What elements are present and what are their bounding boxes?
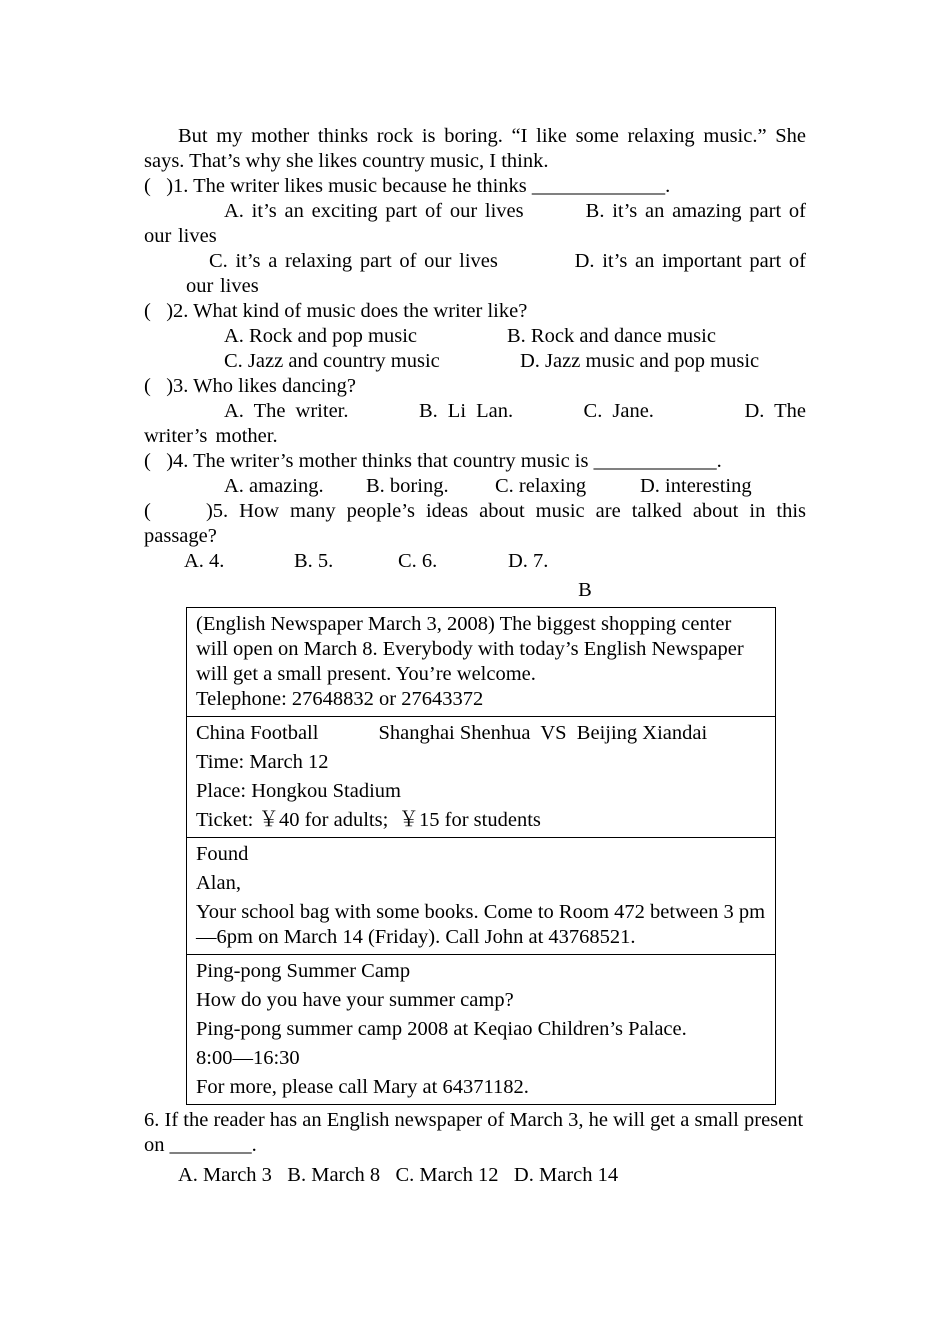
notice-football-cell bbox=[187, 717, 776, 838]
question-2-options-cd bbox=[144, 349, 806, 374]
question-1-options-cd bbox=[144, 249, 806, 299]
question-6-options: A. March 3 B. March 8 C. March 12 D. March 14 bbox=[178, 1164, 619, 1186]
notice-newspaper-cell bbox=[187, 608, 776, 717]
found-body: Your school bag with some books. Come to Room 472 between 3 pm—6pm on March 14 (Friday). Call John at 43768521. bbox=[196, 901, 766, 948]
question-5-stem: ( )5. How many people’s ideas about music are talked about in this passage? bbox=[144, 500, 806, 547]
worksheet-page bbox=[144, 124, 806, 1188]
question-1-stem: ( )1. The writer likes music because he thinks _____________. bbox=[144, 175, 671, 197]
question-4-option-a: A. amazing. bbox=[224, 475, 324, 497]
notice-camp-cell bbox=[187, 955, 776, 1105]
football-time: Time: March 12 bbox=[196, 751, 329, 773]
football-title: China Football bbox=[196, 722, 319, 744]
camp-title: Ping-pong Summer Camp bbox=[196, 960, 411, 982]
question-3-options bbox=[144, 399, 806, 449]
question-1-option-c: C. it’s a relaxing part of our lives bbox=[209, 250, 498, 272]
question-3-stem: ( )3. Who likes dancing? bbox=[144, 375, 356, 397]
newspaper-telephone: Telephone: 27648832 or 27643372 bbox=[196, 688, 484, 710]
question-2-option-b: B. Rock and dance music bbox=[507, 325, 716, 347]
camp-contact: For more, please call Mary at 64371182. bbox=[196, 1076, 529, 1098]
question-3-option-a: A. The writer. bbox=[224, 400, 349, 422]
question-2-options-ab bbox=[144, 324, 806, 349]
football-ticket: Ticket: ￥40 for adults; ￥15 for students bbox=[196, 809, 541, 831]
question-2-stem: ( )2. What kind of music does the writer like? bbox=[144, 300, 528, 322]
found-addressee: Alan, bbox=[196, 872, 241, 894]
question-2-option-d: D. Jazz music and pop music bbox=[520, 350, 760, 372]
question-3-option-b: B. Li Lan. bbox=[418, 400, 514, 422]
camp-hours: 8:00—16:30 bbox=[196, 1047, 300, 1069]
question-1-options-ab bbox=[144, 199, 806, 249]
notice-camp bbox=[187, 955, 776, 1105]
newspaper-text: (English Newspaper March 3, 2008) The biggest shopping center will open on March 8. Everybody with today’s English Newspaper will get a small present. You’re welcome. bbox=[196, 613, 744, 685]
question-5-option-d: D. 7. bbox=[508, 550, 549, 572]
question-4-options bbox=[144, 474, 806, 499]
question-5-option-a: A. 4. bbox=[184, 550, 225, 572]
football-heading bbox=[196, 721, 766, 746]
found-title: Found bbox=[196, 843, 249, 865]
question-4-stem: ( )4. The writer’s mother thinks that country music is ____________. bbox=[144, 450, 722, 472]
notice-newspaper bbox=[187, 608, 776, 717]
question-4-option-d: D. interesting bbox=[640, 475, 752, 497]
passage-paragraph: But my mother thinks rock is boring. “I like some relaxing music.” She says. That’s why she likes country music, I think. bbox=[144, 125, 806, 172]
question-1-option-d: D. it’s an important part of our lives bbox=[186, 250, 807, 297]
notice-football bbox=[187, 717, 776, 838]
question-6-stem: 6. If the reader has an English newspaper of March 3, he will get a small present on ________. bbox=[144, 1109, 804, 1156]
camp-location: Ping-pong summer camp 2008 at Keqiao Children’s Palace. bbox=[196, 1018, 687, 1040]
question-3-option-d: D. The writer’s mother. bbox=[144, 400, 806, 447]
question-5-options bbox=[144, 549, 806, 574]
question-2-option-a: A. Rock and pop music bbox=[224, 325, 418, 347]
question-3-option-c: C. Jane. bbox=[583, 400, 654, 422]
notices-table bbox=[186, 607, 776, 1105]
football-match: Shanghai Shenhua VS Beijing Xiandai bbox=[378, 722, 708, 744]
question-5-option-c: C. 6. bbox=[398, 550, 438, 572]
question-4-option-c: C. relaxing bbox=[495, 475, 587, 497]
question-2-option-c: C. Jazz and country music bbox=[224, 350, 440, 372]
football-place: Place: Hongkou Stadium bbox=[196, 780, 401, 802]
camp-question: How do you have your summer camp? bbox=[196, 989, 514, 1011]
question-1-option-b: B. it’s an amazing part of our lives bbox=[144, 200, 806, 247]
section-label: B bbox=[578, 579, 592, 601]
question-1-option-a: A. it’s an exciting part of our lives bbox=[224, 200, 524, 222]
notice-found-cell bbox=[187, 838, 776, 955]
question-4-option-b: B. boring. bbox=[366, 475, 449, 497]
question-5-option-b: B. 5. bbox=[294, 550, 334, 572]
notice-found bbox=[187, 838, 776, 955]
